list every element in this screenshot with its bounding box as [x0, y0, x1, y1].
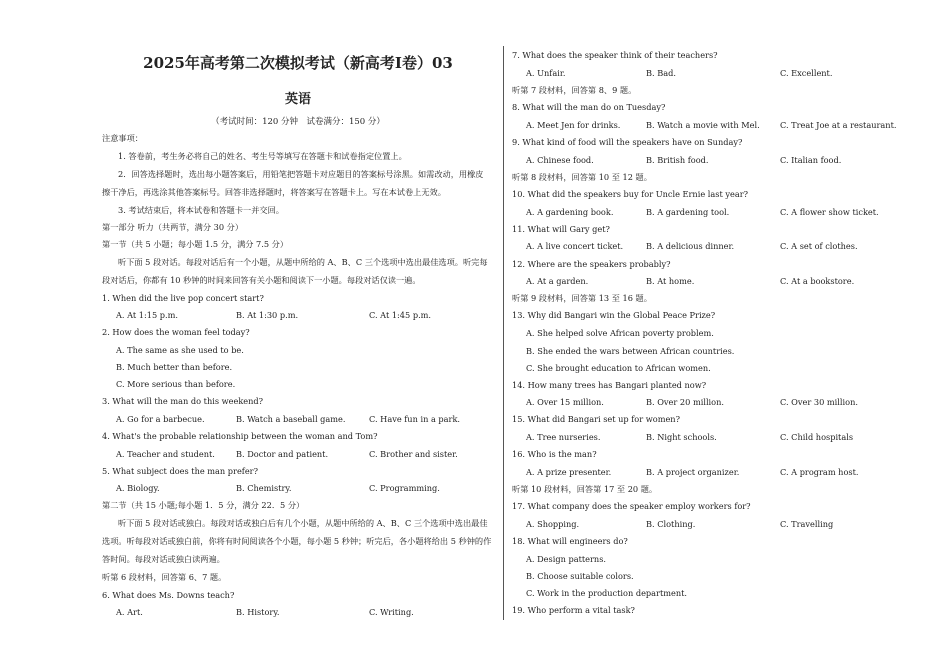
question-5: 5. What subject does the man prefer?	[102, 466, 258, 476]
question-17: 17. What company does the speaker employ workers for?	[512, 501, 751, 511]
q3-option-a: A. Go for a barbecue.	[116, 414, 205, 424]
q1-option-a: A. At 1:15 p.m.	[116, 310, 178, 320]
exam-subject: 英语	[284, 92, 311, 107]
note-2: 2．回答选择题时，选出每小题答案后，用铅笔把答题卡对应题目的答案标号涂黑。如需改动，用橡皮	[118, 169, 484, 179]
section2-heading: 第二节（共 15 小题;每小题 1．5 分，满分 22．5 分）	[102, 500, 305, 510]
q1-option-b: B. At 1:30 p.m.	[236, 310, 299, 320]
question-6: 6. What does Ms. Downs teach?	[102, 590, 235, 600]
q17-option-a: A. Shopping.	[526, 519, 580, 529]
question-4: 4. What's the probable relationship between the woman and Tom?	[102, 431, 378, 441]
section2-instr-3: 答时间。每段对话或独白读两遍。	[102, 554, 225, 564]
column-divider	[503, 46, 504, 620]
question-2: 2. How does the woman feel today?	[102, 327, 250, 337]
q15-option-b: B. Night schools.	[646, 432, 717, 442]
note-3: 3. 考试结束后，将本试卷和答题卡一并交回。	[118, 205, 284, 215]
q9-option-a: A. Chinese food.	[526, 155, 594, 165]
material-7: 听第 7 段材料，回答第 8、9 题。	[512, 85, 637, 95]
q13-option-c: C. She brought education to African women.	[526, 363, 711, 373]
q17-option-b: B. Clothing.	[646, 519, 696, 529]
question-14: 14. How many trees has Bangari planted now?	[512, 380, 707, 390]
q2-option-b: B. Much better than before.	[116, 362, 233, 372]
question-15: 15. What did Bangari set up for women?	[512, 414, 680, 424]
material-6: 听第 6 段材料，回答第 6、7 题。	[102, 572, 227, 582]
q10-option-c: C. A flower show ticket.	[780, 207, 879, 217]
question-19: 19. Who perform a vital task?	[512, 605, 635, 615]
q17-option-c: C. Travelling	[780, 519, 834, 529]
q4-option-b: B. Doctor and patient.	[236, 449, 329, 459]
material-10: 听第 10 段材料，回答第 17 至 20 题。	[512, 484, 658, 494]
q10-option-a: A. A gardening book.	[526, 207, 614, 217]
q15-option-c: C. Child hospitals	[780, 432, 854, 442]
q15-option-a: A. Tree nurseries.	[526, 432, 601, 442]
q8-option-c: C. Treat Joe at a restaurant.	[780, 120, 897, 130]
q14-option-b: B. Over 20 million.	[646, 397, 724, 407]
section2-instr-2: 选项。听每段对话或独白前，你将有时间阅读各个小题，每小题 5 秒钟；听完后，各小题将给出 5 秒钟的作	[102, 536, 492, 546]
exam-title: 2025年高考第二次模拟考试（新高考I卷）03	[143, 54, 453, 72]
q16-option-b: B. A project organizer.	[646, 467, 740, 477]
material-9: 听第 9 段材料，回答第 13 至 16 题。	[512, 293, 652, 303]
question-10: 10. What did the speakers buy for Uncle Ernie last year?	[512, 189, 749, 199]
q5-option-c: C. Programming.	[369, 483, 440, 493]
q11-option-c: C. A set of clothes.	[780, 241, 858, 251]
q4-option-c: C. Brother and sister.	[369, 449, 458, 459]
question-1: 1. When did the live pop concert start?	[102, 293, 264, 303]
section2-instr-1: 听下面 5 段对话或独白。每段对话或独白后有几个小题，从题中所给的 A、B、C 三个选项中选出最佳	[118, 518, 488, 528]
question-13: 13. Why did Bangari win the Global Peace Prize?	[512, 310, 716, 320]
question-18: 18. What will engineers do?	[512, 536, 628, 546]
material-8: 听第 8 段材料，回答第 10 至 12 题。	[512, 172, 652, 182]
q5-option-b: B. Chemistry.	[236, 483, 292, 493]
q5-option-a: A. Biology.	[116, 483, 160, 493]
q16-option-a: A. A prize presenter.	[526, 467, 612, 477]
question-9: 9. What kind of food will the speakers have on Sunday?	[512, 137, 743, 147]
q7-option-b: B. Bad.	[646, 68, 676, 78]
q7-option-c: C. Excellent.	[780, 68, 833, 78]
notes-header: 注意事项：	[102, 133, 143, 143]
q9-option-c: C. Italian food.	[780, 155, 842, 165]
exam-info: （考试时间：120 分钟 试卷满分：150 分）	[211, 117, 385, 127]
note-2-cont: 擦干净后，再选涂其他答案标号。回答非选择题时，将答案写在答题卡上。写在本试卷上无效。	[102, 187, 446, 197]
q2-option-a: A. The same as she used to be.	[116, 345, 244, 355]
q3-option-c: C. Have fun in a park.	[369, 414, 461, 424]
q6-option-b: B. History.	[236, 607, 280, 617]
q11-option-b: B. A delicious dinner.	[646, 241, 735, 251]
section1-instr-1: 听下面 5 段对话。每段对话后有一个小题，从题中所给的 A、B、C 三个选项中选出最佳选项。听完每	[118, 257, 488, 267]
note-1: 1. 答卷前，考生务必将自己的姓名、考生号等填写在答题卡和试卷指定位置上。	[118, 151, 407, 161]
q13-option-a: A. She helped solve African poverty problem.	[526, 328, 714, 338]
part1-heading: 第一部分 听力（共两节，满分 30 分）	[102, 222, 244, 232]
question-3: 3. What will the man do this weekend?	[102, 396, 264, 406]
q18-option-a: A. Design patterns.	[526, 554, 607, 564]
q18-option-b: B. Choose suitable colors.	[526, 571, 634, 581]
question-11: 11. What will Gary get?	[512, 224, 610, 234]
q4-option-a: A. Teacher and student.	[116, 449, 215, 459]
q13-option-b: B. She ended the wars between African countries.	[526, 346, 735, 356]
q10-option-b: B. A gardening tool.	[646, 207, 730, 217]
q18-option-c: C. Work in the production department.	[526, 588, 688, 598]
question-7: 7. What does the speaker think of their teachers?	[512, 50, 718, 60]
question-16: 16. Who is the man?	[512, 449, 597, 459]
question-12: 12. Where are the speakers probably?	[512, 259, 671, 269]
q12-option-c: C. At a bookstore.	[780, 276, 855, 286]
section1-instr-2: 段对话后，你都有 10 秒钟的时间来回答有关小题和阅读下一小题。每段对话仅读一遍。	[102, 275, 421, 285]
q11-option-a: A. A live concert ticket.	[526, 241, 624, 251]
section1-heading: 第一节（共 5 小题；每小题 1.5 分，满分 7.5 分）	[102, 239, 289, 249]
q8-option-a: A. Meet Jen for drinks.	[526, 120, 621, 130]
q8-option-b: B. Watch a movie with Mel.	[646, 120, 760, 130]
question-8: 8. What will the man do on Tuesday?	[512, 102, 666, 112]
q12-option-a: A. At a garden.	[526, 276, 589, 286]
q14-option-c: C. Over 30 million.	[780, 397, 858, 407]
q6-option-c: C. Writing.	[369, 607, 414, 617]
q2-option-c: C. More serious than before.	[116, 379, 236, 389]
q3-option-b: B. Watch a baseball game.	[236, 414, 346, 424]
q6-option-a: A. Art.	[116, 607, 143, 617]
q14-option-a: A. Over 15 million.	[526, 397, 604, 407]
q12-option-b: B. At home.	[646, 276, 695, 286]
q9-option-b: B. British food.	[646, 155, 709, 165]
q7-option-a: A. Unfair.	[526, 68, 566, 78]
q1-option-c: C. At 1:45 p.m.	[369, 310, 432, 320]
q16-option-c: C. A program host.	[780, 467, 859, 477]
